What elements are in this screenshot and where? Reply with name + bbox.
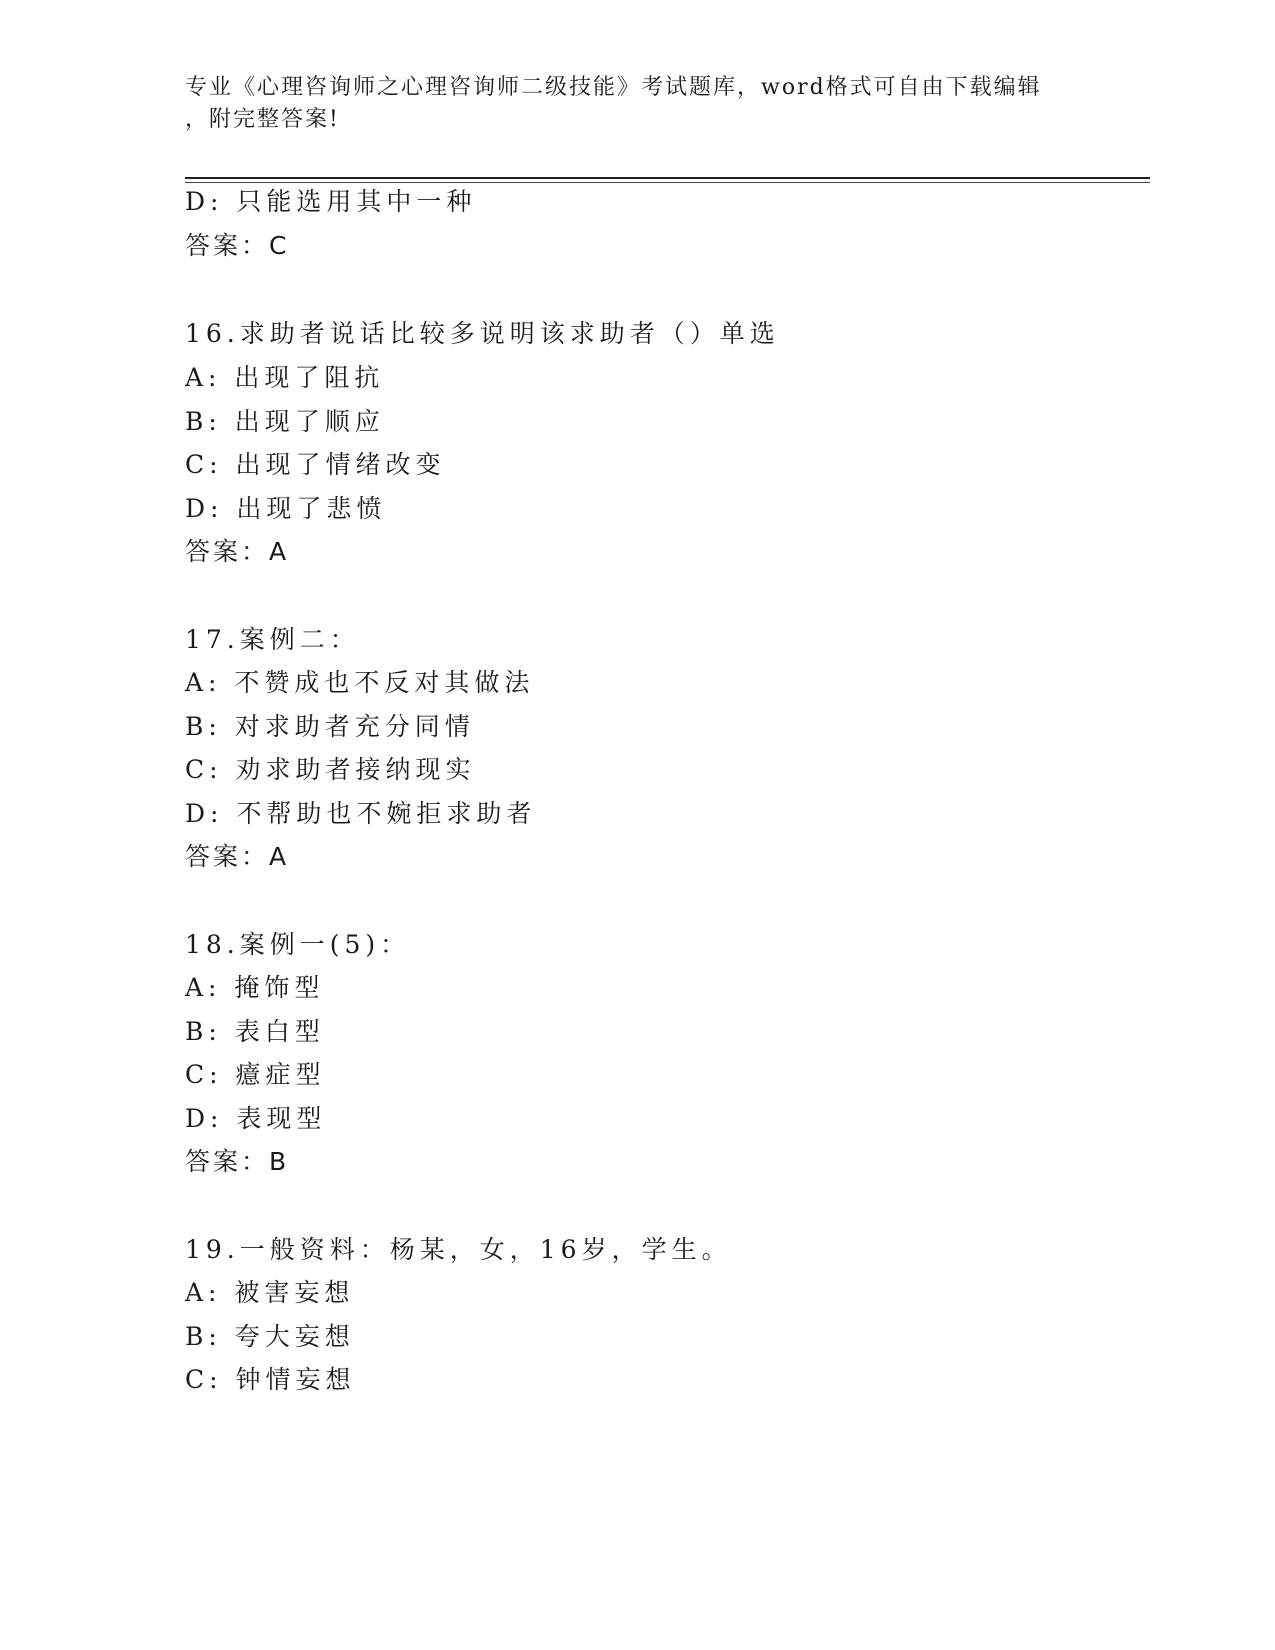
question-18-option-d: D: 表现型 <box>185 1104 327 1133</box>
question-18-option-a: A: 掩饰型 <box>185 973 325 1002</box>
question-18-option-c: C: 癔症型 <box>185 1060 326 1089</box>
prev-option-d: D: 只能选用其中一种 <box>185 187 477 216</box>
header-line-2: ，附完整答案! <box>185 107 340 132</box>
question-17-stem: 17.案例二： <box>185 625 360 654</box>
question-19-option-a: A: 被害妄想 <box>185 1278 355 1307</box>
question-17-option-d: D: 不帮助也不婉拒求助者 <box>185 799 537 828</box>
question-18-answer: 答案：B <box>185 1147 290 1176</box>
question-17-option-c: C: 劝求助者接纳现实 <box>185 755 476 784</box>
header-divider-thin <box>185 182 1150 183</box>
question-19-option-b: B: 夸大妄想 <box>185 1322 355 1351</box>
header-line-1: 专业《心理咨询师之心理咨询师二级技能》考试题库，word格式可自由下载编辑 <box>185 75 1042 100</box>
question-19-option-c: C: 钟情妄想 <box>185 1365 356 1394</box>
question-17-answer: 答案：A <box>185 842 290 871</box>
question-16-option-a: A: 出现了阻抗 <box>185 363 385 392</box>
header-divider <box>185 177 1150 179</box>
question-16-answer: 答案：A <box>185 537 290 566</box>
question-17-option-a: A: 不赞成也不反对其做法 <box>185 668 535 697</box>
question-16-option-b: B: 出现了顺应 <box>185 407 385 436</box>
question-18-stem: 18.案例一(5)： <box>185 930 411 959</box>
question-18-option-b: B: 表白型 <box>185 1017 325 1046</box>
prev-answer: 答案：C <box>185 231 290 260</box>
question-19-stem: 19.一般资料：杨某，女，16岁，学生。 <box>185 1235 732 1264</box>
question-17-option-b: B: 对求助者充分同情 <box>185 712 475 741</box>
question-16-option-c: C: 出现了情绪改变 <box>185 450 446 479</box>
question-16-option-d: D: 出现了悲愤 <box>185 494 387 523</box>
document-header <box>185 72 1085 136</box>
question-16-stem: 16.求助者说话比较多说明该求助者（）单选 <box>185 319 780 348</box>
